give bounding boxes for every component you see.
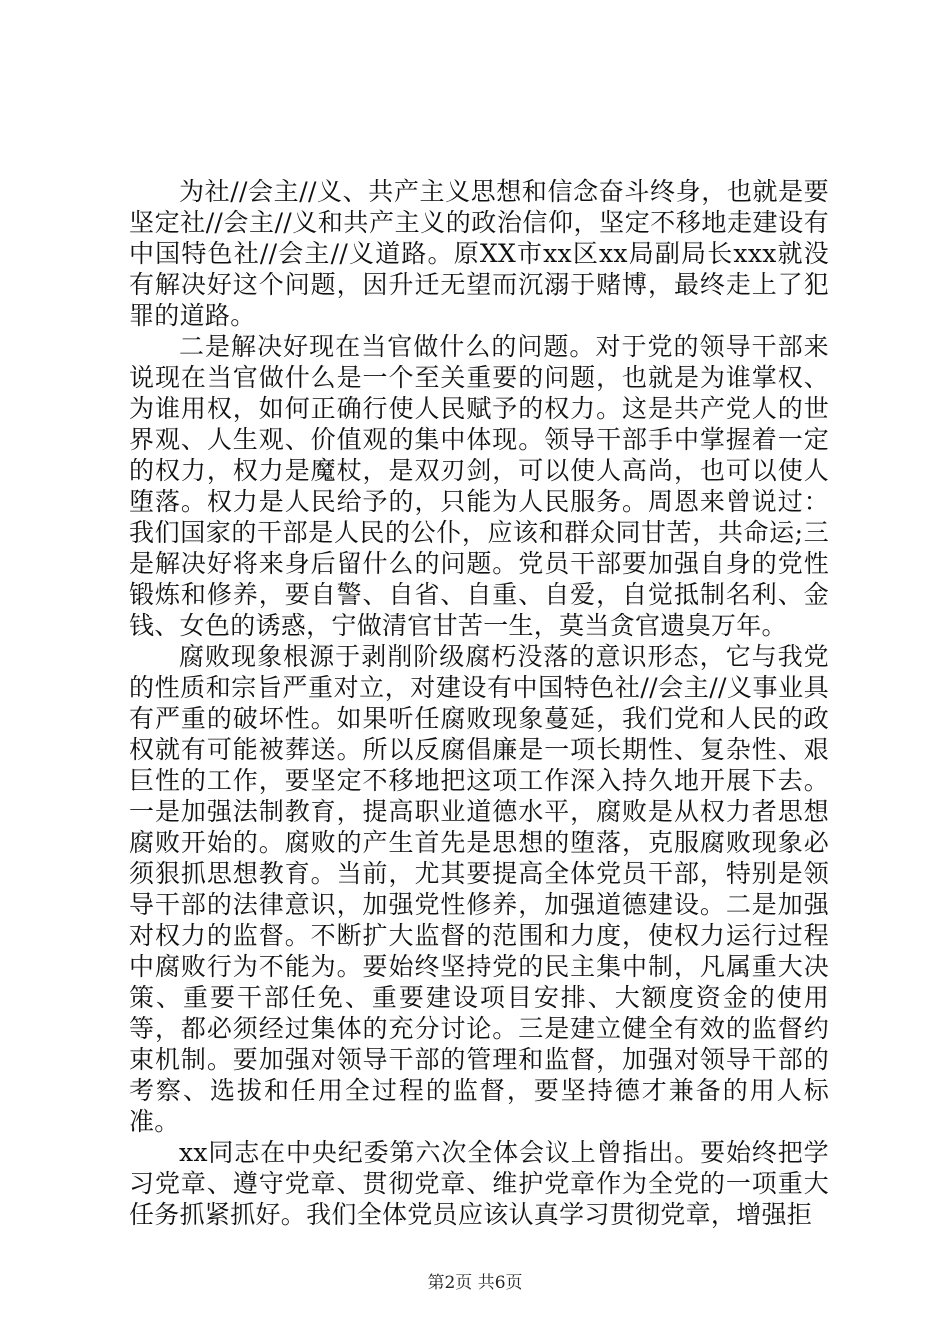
page-footer: 第2页 共6页 <box>427 1273 523 1293</box>
document-body <box>129 176 829 1230</box>
paragraph-3: 腐败现象根源于剥削阶级腐朽没落的意识形态，它与我党的性质和宗旨严重对立，对建设有中国特色社//会主//义事业具有严重的破坏性。如果听任腐败现象蔓延，我们党和人民的政权就有可能被葬送。所以反腐倡廉是一项长期性、复杂性、艰巨性的工作，要坚定不移地把这项工作深入持久地开展下去。一是加强法制教育，提高职业道德水平，腐败是从权力者思想腐败开始的。腐败的产生首先是思想的堕落，克服腐败现象必须狠抓思想教育。当前，尤其要提高全体党员干部，特别是领导干部的法律意识，加强党性修养，加强道德建设。二是加强对权力的监督。不断扩大监督的范围和力度，使权力运行过程中腐败行为不能为。要始终坚持党的民主集中制，凡属重大决策、重要干部任免、重要建设项目安排、大额度资金的使用等，都必须经过集体的充分讨论。三是建立健全有效的监督约束机制。要加强对领导干部的管理和监督，加强对领导干部的考察、选拔和任用全过程的监督，要坚持德才兼备的用人标准。 <box>129 642 829 1136</box>
paragraph-1: 为社//会主//义、共产主义思想和信念奋斗终身，也就是要坚定社//会主//义和共产主义的政治信仰，坚定不移地走建设有中国特色社//会主//义道路。原XX市xx区xx局副局长xxx就没有解决好这个问题，因升迁无望而沉溺于赌博，最终走上了犯罪的道路。 <box>129 177 829 330</box>
paragraph-4: xx同志在中央纪委第六次全体会议上曾指出。要始终把学习党章、遵守党章、贯彻党章、维护党章作为全党的一项重大任务抓紧抓好。我们全体党员应该认真学习贯彻党章，增强拒 <box>129 1138 829 1229</box>
paragraph-2: 二是解决好现在当官做什么的问题。对于党的领导干部来说现在当官做什么是一个至关重要的问题，也就是为谁掌权、为谁用权，如何正确行使人民赋予的权力。这是共产党人的世界观、人生观、价值观的集中体现。领导干部手中掌握着一定的权力，权力是魔杖，是双刃剑，可以使人高尚，也可以使人堕落。权力是人民给予的，只能为人民服务。周恩来曾说过：我们国家的干部是人民的公仆，应该和群众同甘苦，共命运;三是解决好将来身后留什么的问题。党员干部要加强自身的党性锻炼和修养，要自警、自省、自重、自爱，自觉抵制名利、金钱、女色的诱惑，宁做清官甘苦一生，莫当贪官遗臭万年。 <box>129 332 829 640</box>
